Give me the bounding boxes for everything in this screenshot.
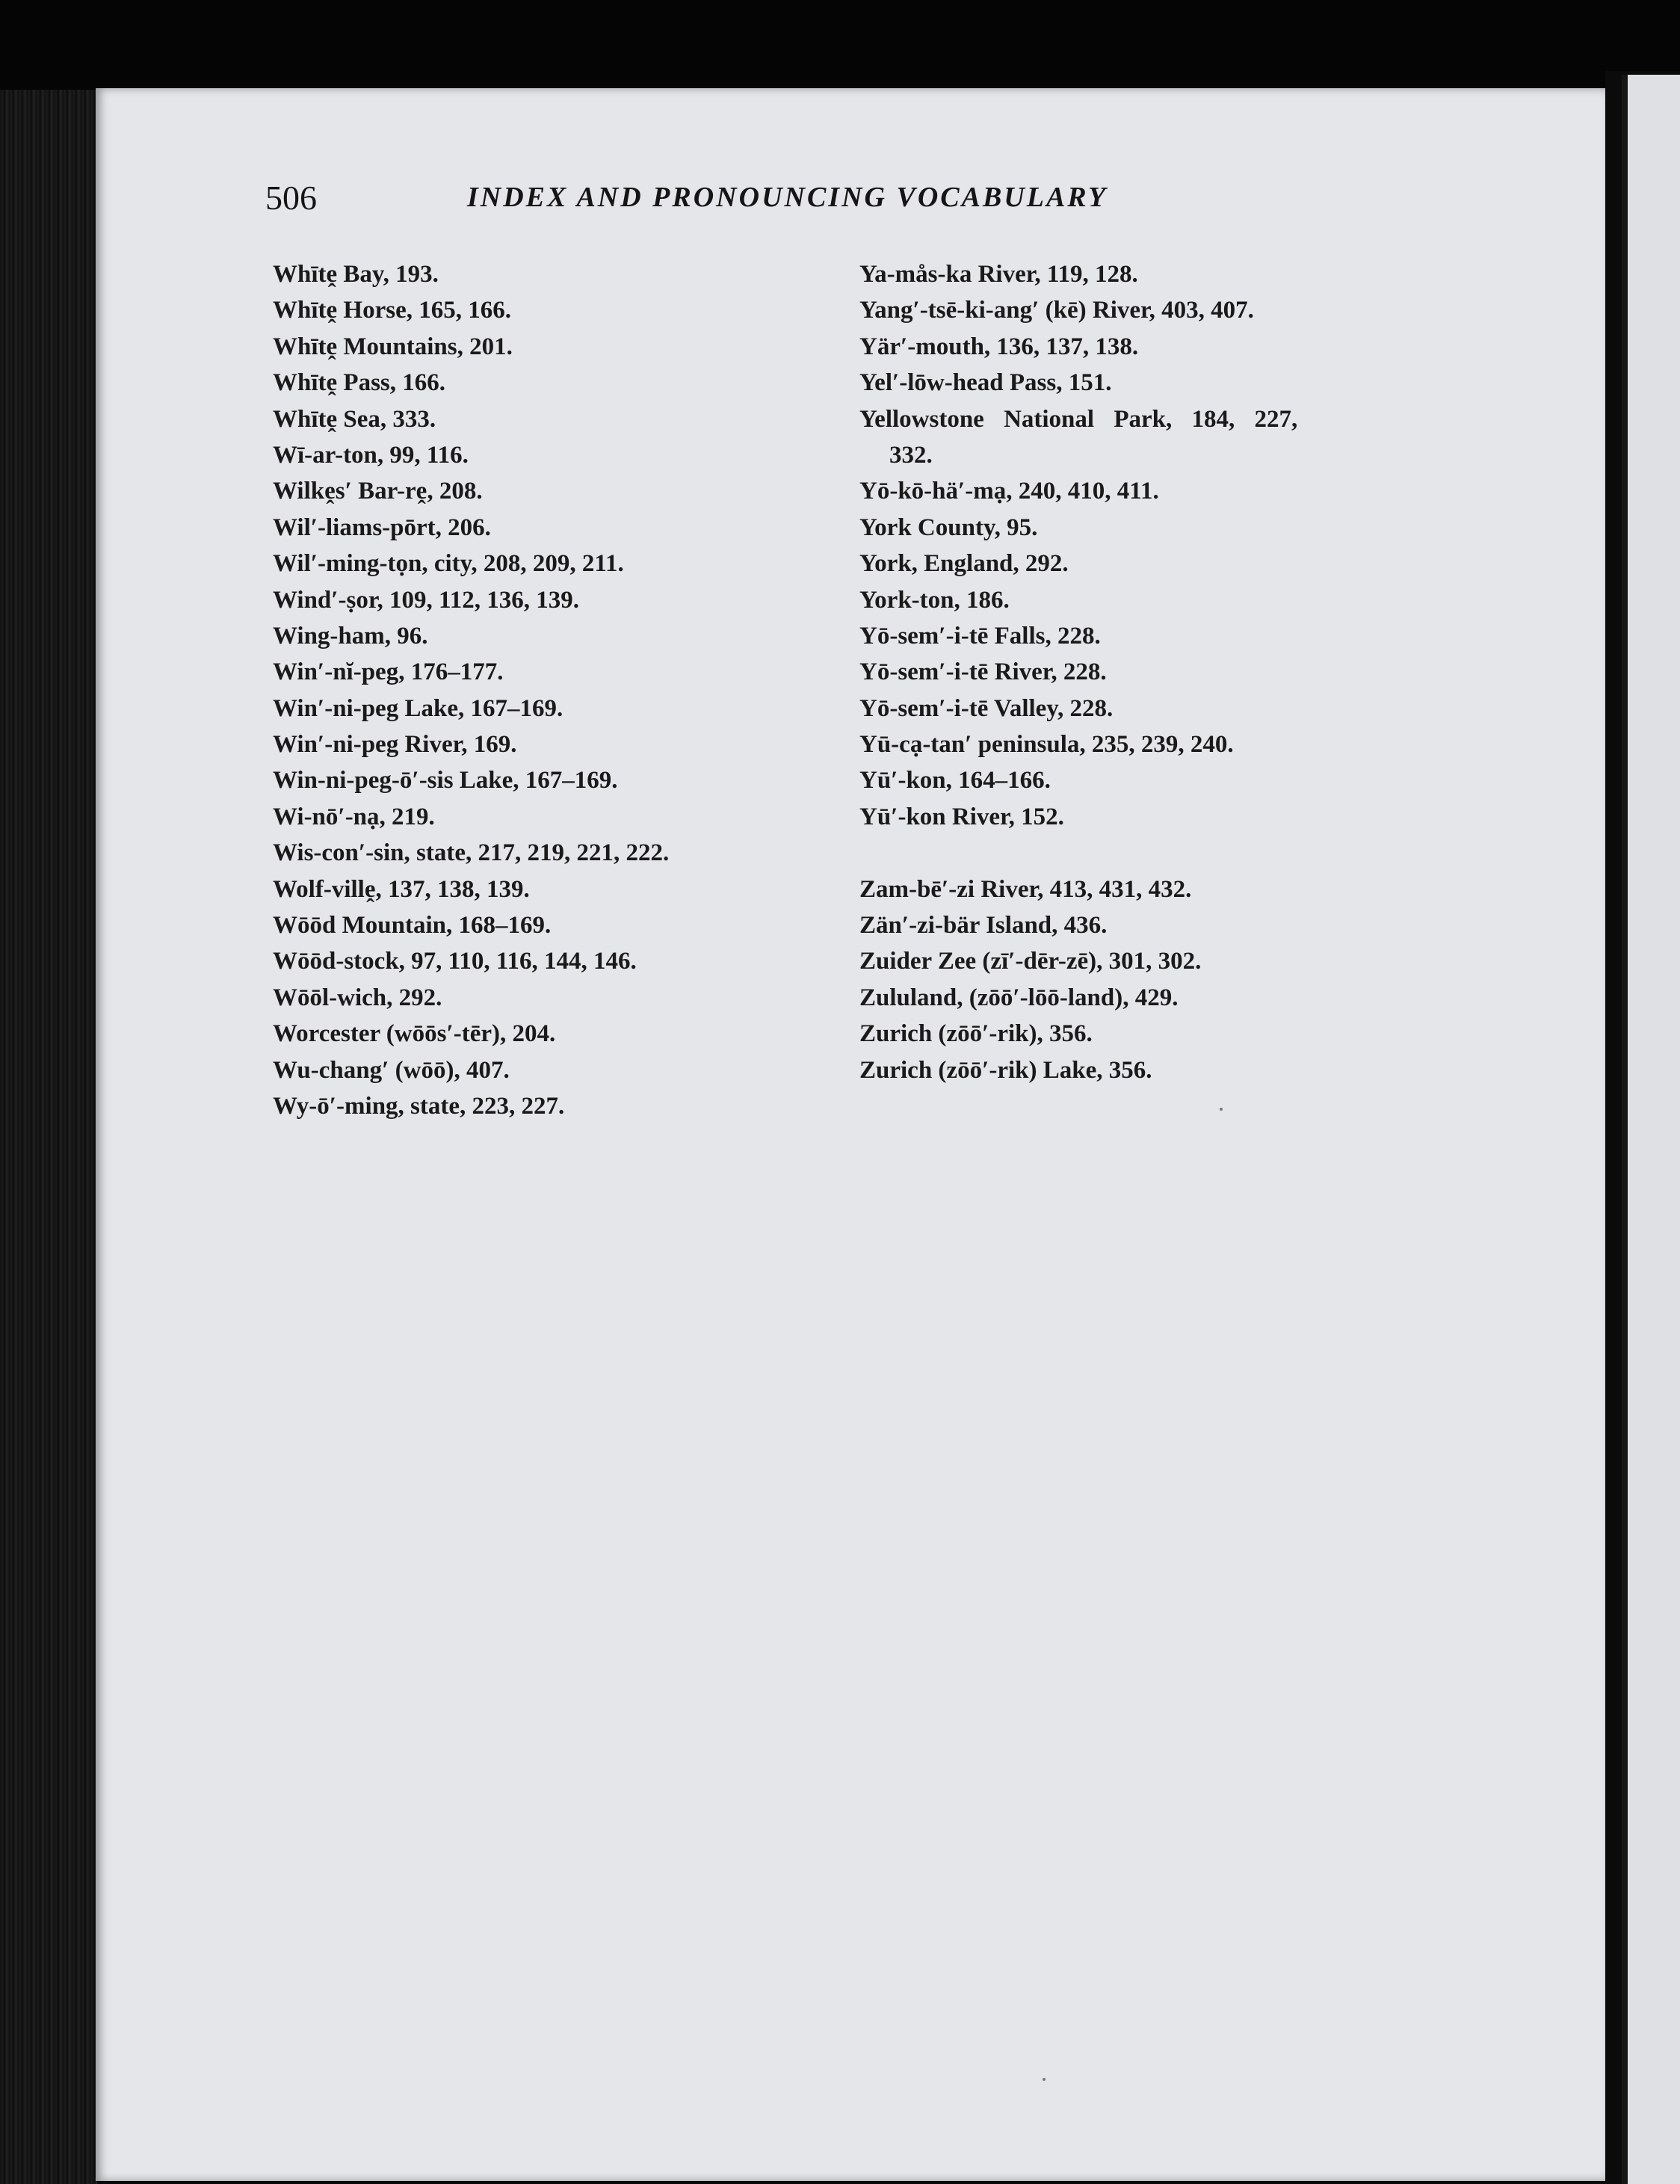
index-entry: Yō-sem′-i-tē Falls, 228. [859, 622, 1101, 650]
index-entry: Yel′-lōw-head Pass, 151. [859, 369, 1112, 397]
running-title: INDEX AND PRONOUNCING VOCABULARY [467, 182, 1108, 213]
index-entry: Win-ni-peg-ō′-sis Lake, 167–169. [273, 767, 618, 795]
index-entry: Worcester (wōōs′-tēr), 204. [273, 1020, 556, 1048]
index-entry: Zurich (zōō′-rik), 356. [859, 1020, 1093, 1048]
index-entry: Yū′-kon, 164–166. [859, 767, 1051, 795]
index-entry: Wy-ō′-ming, state, 223, 227. [273, 1092, 565, 1120]
index-entry: Zurich (zōō′-rik) Lake, 356. [859, 1056, 1152, 1084]
adjacent-page-sliver [1622, 75, 1680, 2184]
index-entry: Yū-cạ-tan′ peninsula, 235, 239, 240. [859, 731, 1234, 759]
index-entry: York County, 95. [859, 513, 1038, 541]
index-column-right [859, 256, 1420, 1088]
letter-section-gap [859, 835, 1420, 871]
index-entry: Wil′-liams-pōrt, 206. [273, 513, 491, 541]
index-entry: Whītḙ Bay, 193. [273, 261, 439, 288]
scan-speck [1043, 2078, 1046, 2081]
index-entry: Wōōl-wich, 292. [273, 984, 442, 1011]
page-number: 506 [265, 179, 317, 217]
index-entry: Wing-ham, 96. [273, 622, 428, 650]
index-entry: Yō-kō-hä′-mạ, 240, 410, 411. [859, 478, 1159, 505]
index-entry-continuation: 332. [889, 441, 933, 469]
page-header [265, 178, 1237, 223]
index-entry: Win′-ni-peg River, 169. [273, 731, 517, 759]
index-entry: Yellowstone National Park, 184, 227, [859, 405, 1298, 433]
index-entry: Wu-chang′ (wōō), 407. [273, 1056, 510, 1084]
index-entry: Ya-mås-ka River, 119, 128. [859, 261, 1138, 288]
index-entry: Zän′-zi-bär Island, 436. [859, 912, 1108, 940]
index-entry: Win′-nĭ-peg, 176–177. [273, 658, 504, 686]
index-entry: Yō-sem′-i-tē River, 228. [859, 658, 1107, 686]
index-entry: Yang′-tsē-ki-ang′ (kē) River, 403, 407. [859, 297, 1254, 324]
scan-speck [1220, 1108, 1223, 1111]
index-entry: Wi-nō′-nạ, 219. [273, 803, 435, 830]
index-entry: Win′-ni-peg Lake, 167–169. [273, 694, 563, 722]
index-entry: Zuider Zee (zī′-dēr-zē), 301, 302. [859, 948, 1202, 975]
index-entry: Whītḙ Sea, 333. [273, 405, 436, 433]
index-entry: York, England, 292. [859, 550, 1069, 578]
index-entry: Wilkḙs′ Bar-rḙ, 208. [273, 478, 483, 505]
index-entry: Wolf-villḙ, 137, 138, 139. [273, 875, 530, 903]
index-entry: Yär′-mouth, 136, 137, 138. [859, 333, 1139, 360]
index-column-left [273, 256, 811, 1124]
index-entry: Yō-sem′-i-tē Valley, 228. [859, 694, 1114, 722]
scan-background-top [0, 0, 1680, 90]
index-entry: Whītḙ Mountains, 201. [273, 333, 513, 360]
index-entry: York-ton, 186. [859, 586, 1010, 614]
index-entry: Zululand, (zōō′-lōō-land), 429. [859, 984, 1179, 1011]
index-entry: Whītḙ Pass, 166. [273, 369, 445, 397]
index-entry: Wōōd Mountain, 168–169. [273, 912, 552, 940]
index-entry: Whītḙ Horse, 165, 166. [273, 297, 511, 324]
index-entry: Zam-bē′-zi River, 413, 431, 432. [859, 875, 1192, 903]
index-entry: Wōōd-stock, 97, 110, 116, 144, 146. [273, 948, 637, 975]
book-page-edges [0, 90, 97, 2184]
index-entry: Wil′-ming-tọn, city, 208, 209, 211. [273, 550, 624, 578]
index-entry: Yū′-kon River, 152. [859, 803, 1064, 830]
index-entry: Wind′-ṣor, 109, 112, 136, 139. [273, 586, 579, 614]
index-entry: Wī-ar-ton, 99, 116. [273, 441, 469, 469]
index-entry: Wis-con′-sin, state, 217, 219, 221, 222. [273, 839, 670, 867]
